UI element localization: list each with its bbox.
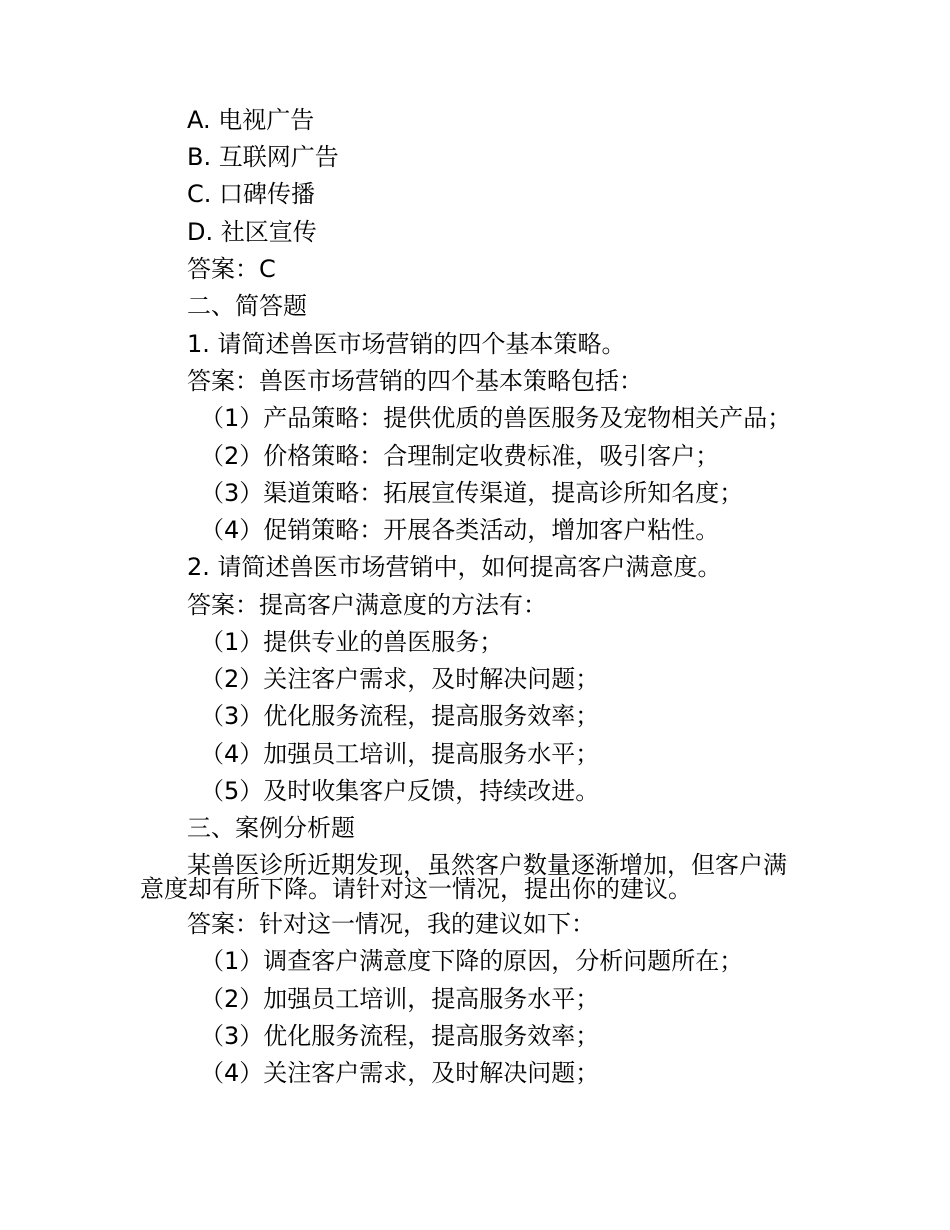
option-d: D. 社区宣传: [187, 218, 317, 246]
option-c: C. 口碑传播: [187, 180, 316, 208]
question-1-item: （4）促销策略：开展各类活动，增加客户粘性。: [200, 516, 720, 544]
question-1: 1. 请简述兽医市场营销的四个基本策略。: [187, 330, 626, 358]
question-2-item: （4）加强员工培训，提高服务水平；: [200, 740, 600, 768]
section-title-case-analysis: 三、案例分析题: [187, 814, 355, 842]
question-1-item: （2）价格策略：合理制定收费标准，吸引客户；: [200, 442, 720, 470]
case-answer-item: （4）关注客户需求，及时解决问题；: [200, 1059, 600, 1087]
option-b: B. 互联网广告: [187, 143, 339, 171]
answer-choice: 答案：C: [187, 255, 276, 283]
section-title-short-answer: 二、简答题: [187, 292, 307, 320]
question-2-item: （1）提供专业的兽医服务；: [200, 628, 504, 656]
question-1-answer-intro: 答案：兽医市场营销的四个基本策略包括：: [187, 367, 643, 395]
question-2: 2. 请简述兽医市场营销中，如何提高客户满意度。: [187, 553, 722, 581]
case-text-line-1: 某兽医诊所近期发现，虽然客户数量逐渐增加，但客户满: [187, 851, 787, 879]
question-2-item: （5）及时收集客户反馈，持续改进。: [200, 777, 600, 805]
question-1-item: （1）产品策略：提供优质的兽医服务及宠物相关产品；: [200, 404, 792, 432]
option-a: A. 电视广告: [187, 106, 315, 134]
case-answer-item: （2）加强员工培训，提高服务水平；: [200, 985, 600, 1013]
question-2-answer-intro: 答案：提高客户满意度的方法有：: [187, 591, 547, 619]
question-2-item: （2）关注客户需求，及时解决问题；: [200, 665, 600, 693]
case-answer-intro: 答案：针对这一情况，我的建议如下：: [187, 910, 595, 938]
case-answer-item: （1）调查客户满意度下降的原因，分析问题所在；: [200, 947, 744, 975]
question-1-item: （3）渠道策略：拓展宣传渠道，提高诊所知名度；: [200, 479, 744, 507]
case-text-line-2: 意度却有所下降。请针对这一情况，提出你的建议。: [140, 875, 692, 903]
question-2-item: （3）优化服务流程，提高服务效率；: [200, 702, 600, 730]
case-answer-item: （3）优化服务流程，提高服务效率；: [200, 1022, 600, 1050]
